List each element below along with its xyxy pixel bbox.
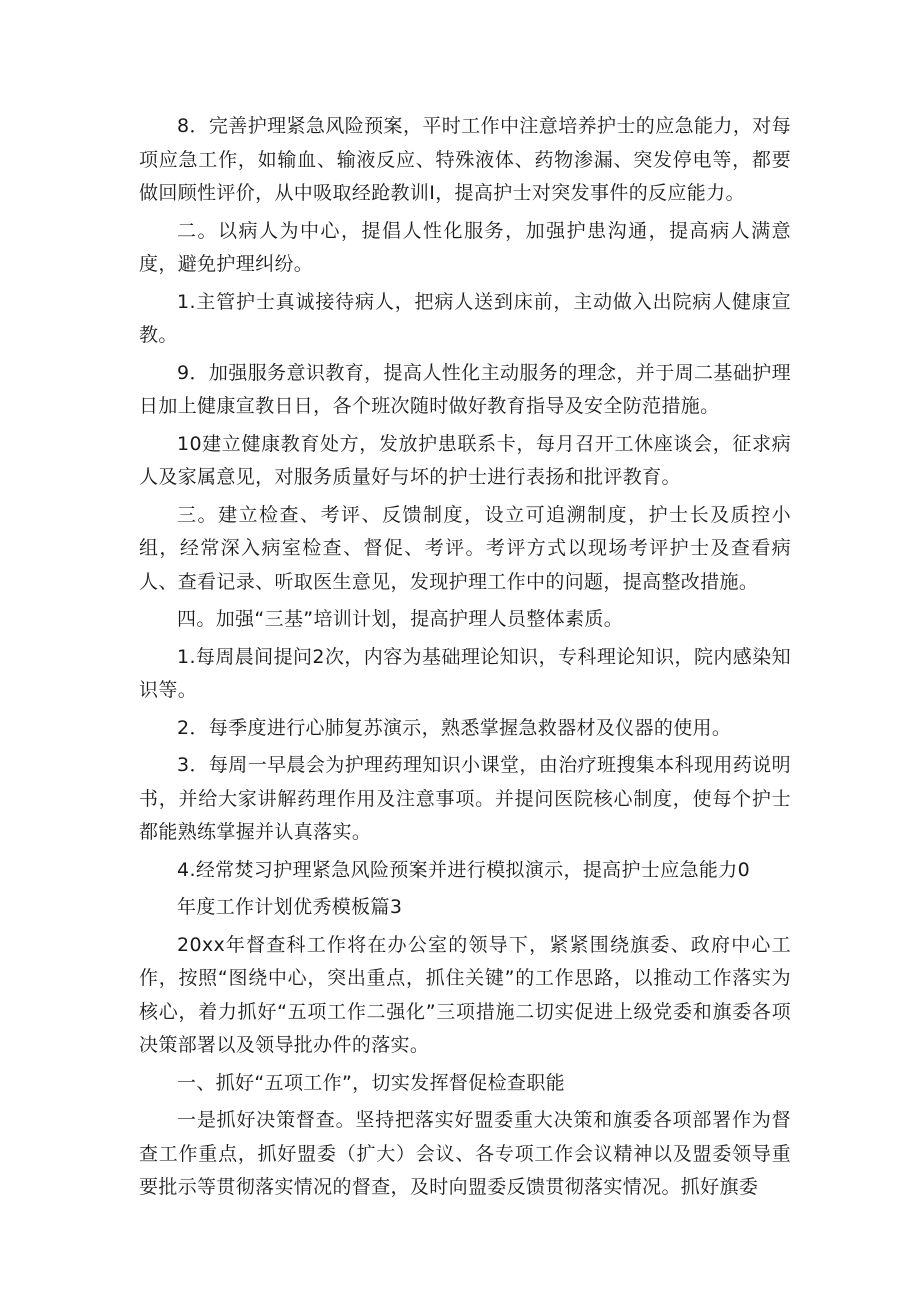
document-body xyxy=(139,110,791,1209)
section-heading: 年度工作计划优秀模板篇3 xyxy=(177,896,403,918)
paragraph: 10建立健康教育处方，发放护患联系卡，每月召开工休座谈会，征求病人及家属意见，对服务质量好与坏的护士进行表扬和批评教育。 xyxy=(139,432,791,488)
paragraph: 1.每周晨间提问2次，内容为基础理论知识，专科理论知识，院内感染知识等。 xyxy=(139,645,791,701)
paragraph: 2．每季度进行心肺复苏演示，熟悉掌握急救器材及仪器的使用。 xyxy=(177,716,732,739)
paragraph: 20xx年督查科工作将在办公室的领导下，紧紧围绕旗委、政府中心工作，按照“图绕中心，突出重点，抓住关键”的工作思路，以推动工作落实为核心，着力抓好“五项工作二强化”三项措施二切实促进上级党委和旗委各项决策部署以及领导批办件的落实。 xyxy=(139,933,791,1056)
paragraph: 8．完善护理紧急风险预案，平时工作中注意培养护士的应急能力，对每项应急工作，如输血、输液反应、特殊液体、药物渗漏、突发停电等，都要做回顾性评价，从中吸取经跄教训I，提高护士对突发事件的反应能力。 xyxy=(139,115,791,204)
paragraph: 四。加强“三基”培训计划，提高护理人员整体素质。 xyxy=(177,608,624,630)
paragraph: 4.经常焚习护理紧急风险预案并进行模拟演示，提高护士应急能力0 xyxy=(177,858,751,881)
paragraph: 二。以病人为中心，提倡人性化服务，加强护患沟通，提高病人满意度，避免护理纠纷。 xyxy=(139,219,791,275)
paragraph: 9．加强服务意识教育，提高人性化主动服务的理念，并于周二基础护理日加上健康宣教日日，各个班次随时做好教育指导及安全防范措施。 xyxy=(139,361,791,417)
paragraph: 3．每周一早晨会为护理药理知识小课堂，由治疗班搜集本科现用药说明书，并给大家讲解药理作用及注意事项。并提问医院核心制度，使每个护士都能熟练掌握并认真落实。 xyxy=(139,754,791,843)
paragraph: 一、抓好“五项工作”，切实发挥督促检查职能 xyxy=(177,1071,566,1094)
paragraph: 一是抓好决策督查。坚持把落实好盟委重大决策和旗委各项部署作为督查工作重点，抓好盟委（扩大）会议、各专项工作会议精神以及盟委领导重要批示等贯彻落实情况的督查，及时向盟委反馈贯彻落实情况。抓好旗委 xyxy=(139,1109,791,1198)
paragraph: 三。建立检查、考评、反馈制度，设立可追溯制度，护士长及质控小组，经常深入病室检查、督促、考评。考评方式以现场考评护士及查看病人、查看记录、听取医生意见，发现护理工作中的问题，提高整改措施。 xyxy=(139,503,791,593)
paragraph: 1.主管护士真诚接待病人，把病人送到床前，主动做入出院病人健康宣教。 xyxy=(139,290,791,346)
